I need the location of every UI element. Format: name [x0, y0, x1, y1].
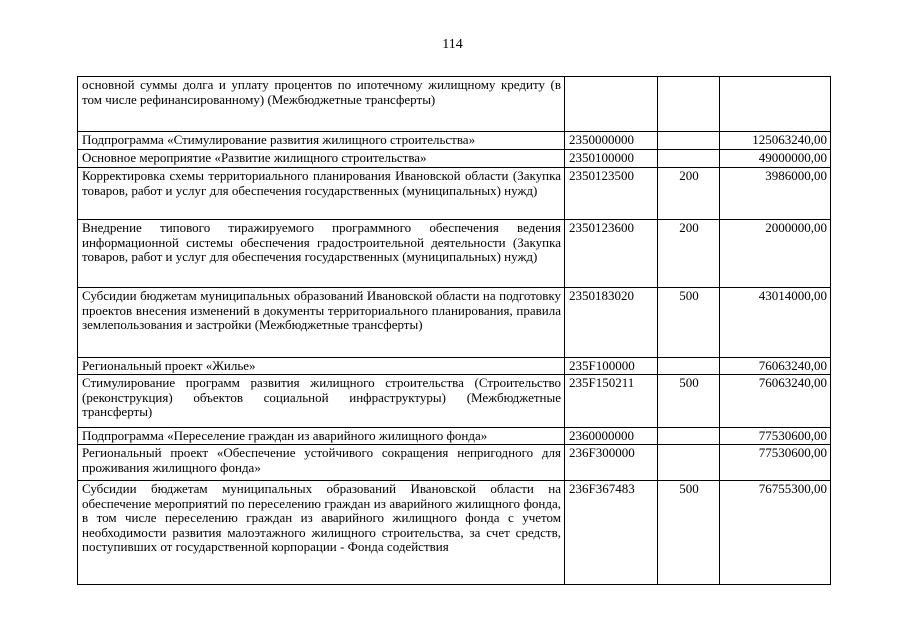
- row-expense-type: 500: [658, 375, 720, 428]
- row-code: 2350183020: [565, 288, 658, 358]
- row-expense-type: 500: [658, 288, 720, 358]
- row-expense-type: [658, 445, 720, 481]
- row-name: Субсидии бюджетам муниципальных образований Ивановской области на обеспечение мероприятий по переселению граждан из аварийного жилищного фонда, в том числе переселению граждан из аварийного жилищного фонда с учетом необходимости развития малоэтажного жилищного строительства, за счет средств, поступивших от государственной корпорации - Фонда содействия: [78, 481, 565, 585]
- table-row: [78, 77, 831, 132]
- row-amount: [720, 77, 831, 132]
- row-amount: 76063240,00: [720, 375, 831, 428]
- row-code: 2350100000: [565, 150, 658, 168]
- row-amount: 77530600,00: [720, 445, 831, 481]
- table-row: [78, 428, 831, 445]
- row-expense-type: 500: [658, 481, 720, 585]
- table-row: [78, 220, 831, 288]
- row-amount: 77530600,00: [720, 428, 831, 445]
- row-amount: 2000000,00: [720, 220, 831, 288]
- table-row: [78, 168, 831, 220]
- row-amount: 43014000,00: [720, 288, 831, 358]
- row-code: 236F367483: [565, 481, 658, 585]
- row-code: 2350123600: [565, 220, 658, 288]
- row-name: Региональный проект «Обеспечение устойчивого сокращения непригодного для проживания жилищного фонда»: [78, 445, 565, 481]
- row-expense-type: 200: [658, 220, 720, 288]
- row-code: 2360000000: [565, 428, 658, 445]
- row-expense-type: [658, 77, 720, 132]
- row-code: 2350000000: [565, 132, 658, 150]
- row-amount: 76755300,00: [720, 481, 831, 585]
- row-expense-type: [658, 428, 720, 445]
- row-amount: 76063240,00: [720, 358, 831, 375]
- table-row: [78, 358, 831, 375]
- row-name: Основное мероприятие «Развитие жилищного строительства»: [78, 150, 565, 168]
- table-row: [78, 132, 831, 150]
- row-code: 235F150211: [565, 375, 658, 428]
- table-row: [78, 481, 831, 585]
- row-name: Подпрограмма «Переселение граждан из аварийного жилищного фонда»: [78, 428, 565, 445]
- row-expense-type: [658, 132, 720, 150]
- row-code: 236F300000: [565, 445, 658, 481]
- row-code: [565, 77, 658, 132]
- row-code: 235F100000: [565, 358, 658, 375]
- row-amount: 125063240,00: [720, 132, 831, 150]
- row-expense-type: [658, 150, 720, 168]
- table-row: [78, 375, 831, 428]
- row-expense-type: [658, 358, 720, 375]
- page-number: 114: [442, 37, 463, 52]
- row-name: Подпрограмма «Стимулирование развития жилищного строительства»: [78, 132, 565, 150]
- row-amount: 49000000,00: [720, 150, 831, 168]
- row-name: Стимулирование программ развития жилищного строительства (Строительство (реконструкция) объектов социальной инфраструктуры) (Межбюджетные трансферты): [78, 375, 565, 428]
- row-name: Региональный проект «Жилье»: [78, 358, 565, 375]
- row-name: основной суммы долга и уплату процентов по ипотечному жилищному кредиту (в том числе рефинансированному) (Межбюджетные трансферты): [78, 77, 565, 132]
- table-row: [78, 150, 831, 168]
- budget-table: [77, 76, 831, 585]
- table-row: [78, 445, 831, 481]
- row-name: Внедрение типового тиражируемого программного обеспечения ведения информационной системы обеспечения градостроительной деятельности (Закупка товаров, работ и услуг для обеспечения государственных (муниципальных) нужд): [78, 220, 565, 288]
- row-amount: 3986000,00: [720, 168, 831, 220]
- row-expense-type: 200: [658, 168, 720, 220]
- row-name: Корректировка схемы территориального планирования Ивановской области (Закупка товаров, работ и услуг для обеспечения государственных (муниципальных) нужд): [78, 168, 565, 220]
- row-name: Субсидии бюджетам муниципальных образований Ивановской области на подготовку проектов внесения изменений в документы территориального планирования, правила землепользования и застройки (Межбюджетные трансферты): [78, 288, 565, 358]
- table-row: [78, 288, 831, 358]
- row-code: 2350123500: [565, 168, 658, 220]
